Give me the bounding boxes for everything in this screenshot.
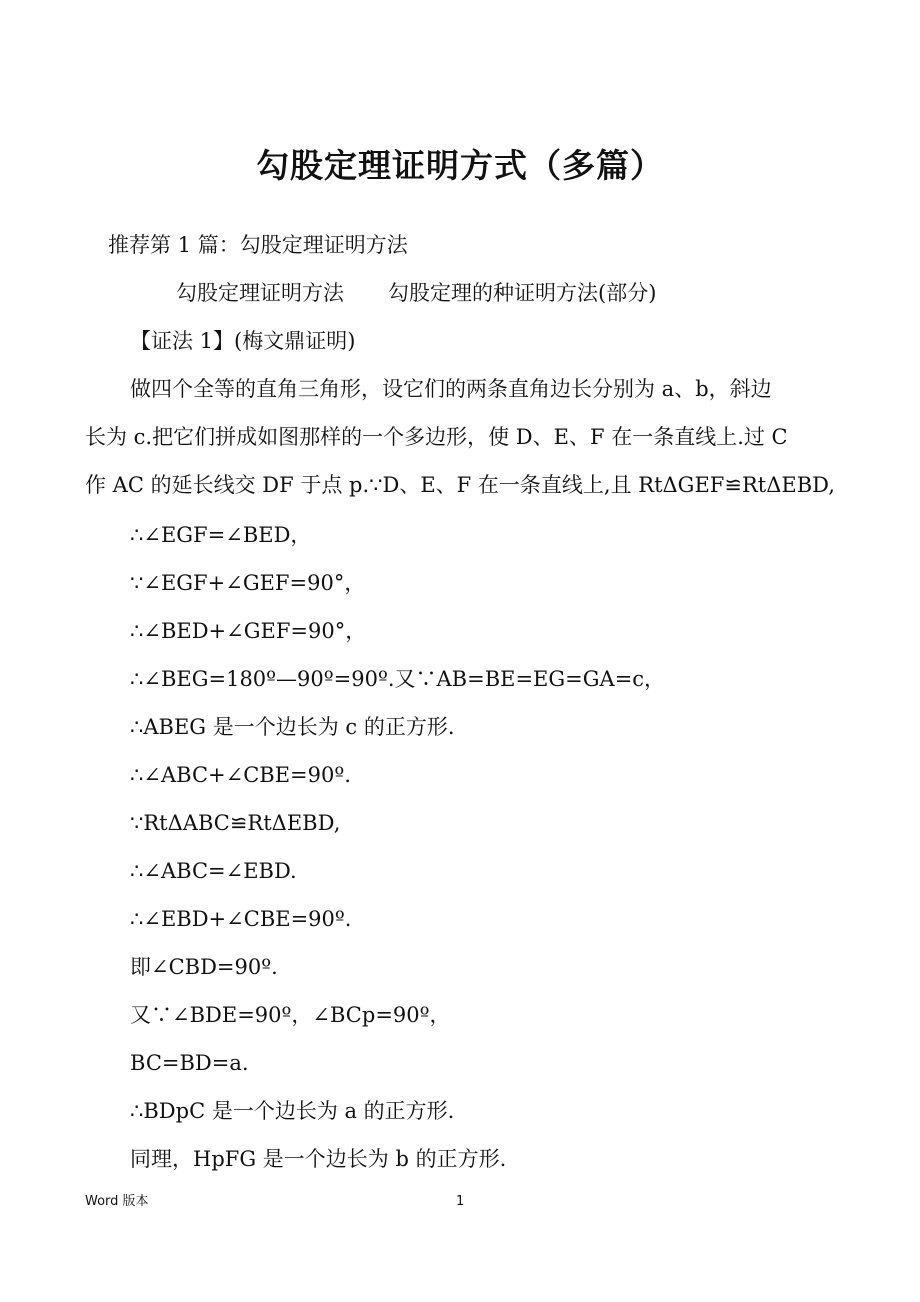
proof-step: 同理，HpFG 是一个边长为 b 的正方形. [130,1147,507,1171]
proof-step: ∴∠EGF=∠BED， [130,523,312,547]
recommend-line: 推荐第 1 篇：勾股定理证明方法 [108,233,408,257]
footer-label: Word 版本 [85,1194,149,1209]
proof-step: ∴∠ABC=∠EBD. [130,859,297,883]
proof-step: ∴ABEG 是一个边长为 c 的正方形. [130,715,455,739]
proof-step: 即∠CBD=90º. [130,955,278,979]
proof-step: ∴∠ABC+∠CBE=90º. [130,763,351,787]
proof-step: ∴∠BED+∠GEF=90°， [130,619,367,643]
proof-step: 又∵∠BDE=90º，∠BCp=90º， [130,1003,451,1027]
subtitle-right: 勾股定理的种证明方法(部分) [388,281,657,305]
proof-step: ∴∠BEG=180º—90º=90º.又∵AB=BE=EG=GA=c， [130,667,666,691]
paragraph-line-3: 作 AC 的延长线交 DF 于点 p.∵D、E、F 在一条直线上,且 RtΔGEF≌RtΔEBD, [85,473,835,497]
paragraph-line-2: 长为 c.把它们拼成如图那样的一个多边形，使 D、E、F 在一条直线上.过 C [85,425,788,449]
subtitle-left: 勾股定理证明方法 [176,281,344,305]
page-number: 1 [456,1194,465,1209]
proof-step: ∴∠EBD+∠CBE=90º. [130,907,352,931]
paragraph-line-1: 做四个全等的直角三角形，设它们的两条直角边长分别为 a、b，斜边 [130,377,772,401]
subtitle-line [176,278,656,308]
proof-step: ∴BDpC 是一个边长为 a 的正方形. [130,1099,455,1123]
document-title: 勾股定理证明方式（多篇） [256,146,664,185]
proof-step: ∵∠EGF+∠GEF=90°， [130,571,366,595]
proof-step: BC=BD=a. [130,1051,249,1075]
proof-heading: 【证法 1】(梅文鼎证明) [130,329,356,353]
proof-step: ∵RtΔABC≌RtΔEBD, [130,811,341,835]
